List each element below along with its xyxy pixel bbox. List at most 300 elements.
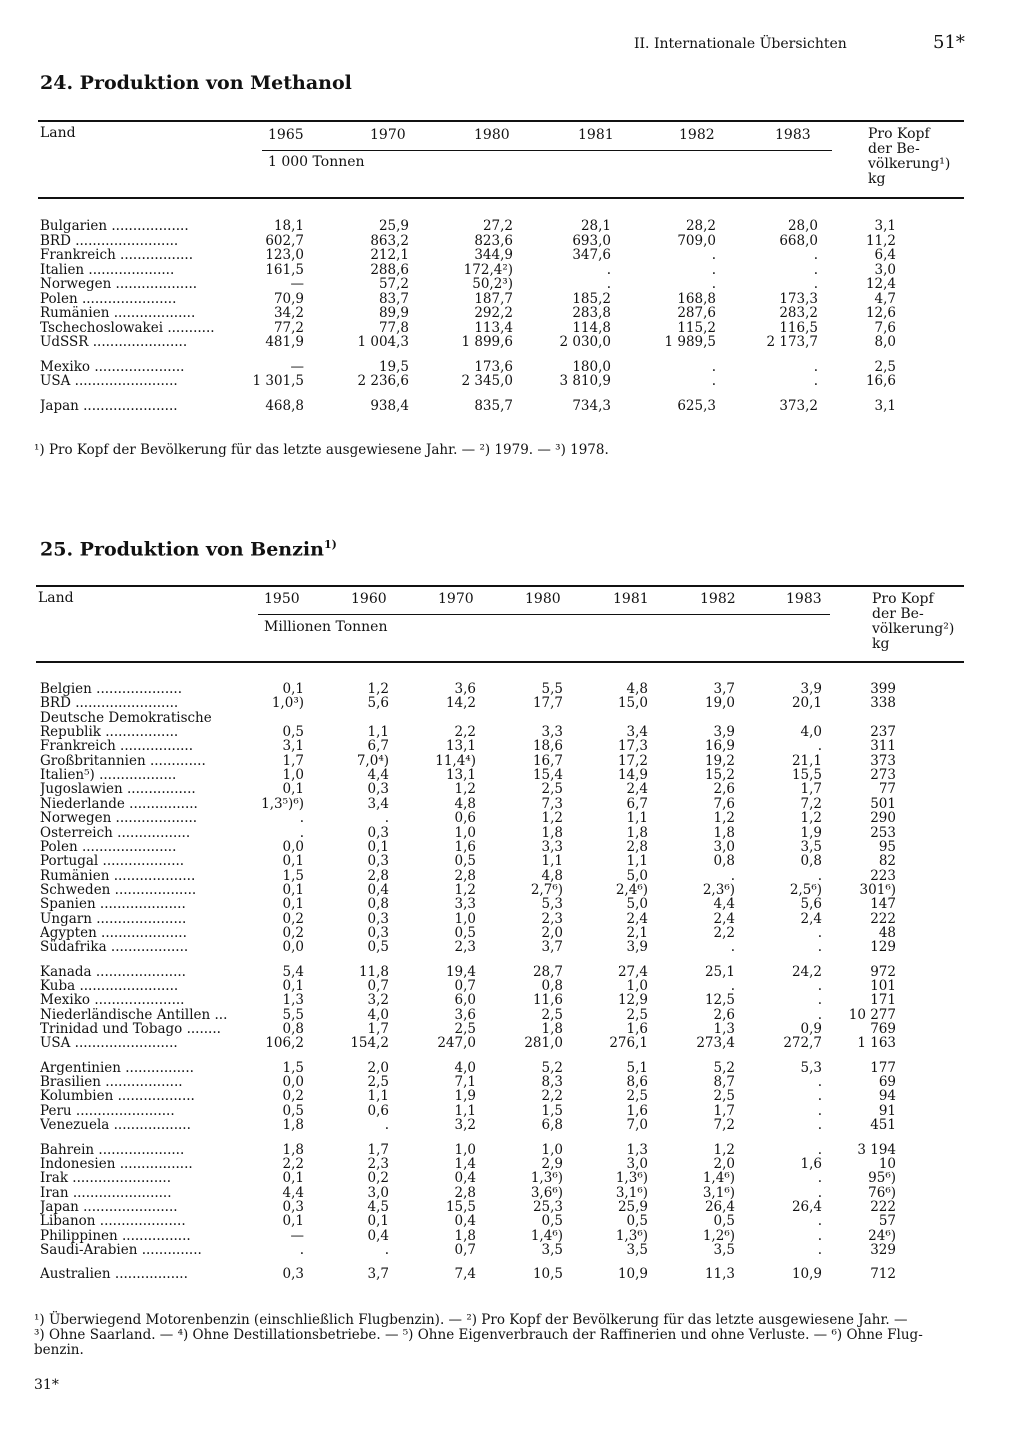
table-row [0, 1061, 1024, 1076]
table-cell: 3,4 [626, 724, 648, 741]
table-cell: 2,2 [282, 1155, 304, 1172]
country-name: Kanada ..................... [40, 964, 186, 980]
table24-header-rule [38, 197, 964, 199]
table-cell: 12,4 [865, 276, 896, 292]
table-cell: 0,4 [367, 1227, 389, 1244]
table-cell: 12,6 [865, 305, 896, 321]
table-cell: 1,8 [541, 824, 563, 841]
table-cell: 1,0 [454, 1141, 476, 1158]
table-cell: 1,7 [800, 781, 822, 798]
table-cell: 28,0 [787, 218, 818, 234]
table-cell: 373,2 [779, 397, 818, 414]
table-cell: 1 301,5 [252, 373, 304, 389]
table-row [0, 248, 1024, 263]
country-name: USA ........................ [40, 1036, 178, 1052]
table-cell: 5,0 [626, 896, 648, 913]
table-cell: 19,4 [445, 963, 476, 980]
table25-land-header: Land [38, 590, 74, 606]
table-cell: 5,5 [541, 681, 563, 697]
table-cell: 0,5 [454, 853, 476, 870]
table-cell: 1,3⁶) [615, 1227, 648, 1244]
table-row [0, 840, 1024, 855]
table-cell: 0,1 [282, 881, 304, 898]
table-cell: 16,7 [532, 752, 563, 769]
table-cell: 0,1 [282, 681, 304, 697]
table-cell: 11,8 [358, 963, 389, 980]
table25-header-rule [36, 661, 964, 663]
table-cell: 2,5 [626, 1006, 648, 1023]
table-cell: 1,8 [282, 1117, 304, 1134]
table-cell: 2 345,0 [461, 373, 513, 389]
table-cell: 173,6 [474, 358, 513, 375]
table-cell: 276,1 [609, 1035, 648, 1052]
table-cell: 101 [870, 978, 896, 994]
table-cell: 1,0 [454, 824, 476, 841]
table24-land-header: Land [40, 125, 76, 141]
table-cell: 1,8 [713, 824, 735, 841]
table-cell: 0,3 [282, 1266, 304, 1283]
table-cell: 7,4 [454, 1266, 476, 1283]
table-cell: 0,6 [454, 810, 476, 827]
table-cell: 2,0 [367, 1059, 389, 1076]
table-row [0, 768, 1024, 783]
country-name: Peru ....................... [40, 1103, 175, 1119]
table24-unit: 1 000 Tonnen [268, 154, 365, 170]
page-footer: 31* [34, 1377, 59, 1393]
table-cell: . [813, 247, 818, 263]
table-cell: 1,2 [541, 810, 563, 827]
country-name: Brasilien .................. [40, 1075, 183, 1091]
table-cell: 283,8 [572, 305, 611, 321]
table-cell: 287,6 [677, 305, 716, 321]
table-cell: 1,2 [367, 681, 389, 697]
table-cell: 338 [870, 695, 896, 712]
table-cell: 3,1 [282, 738, 304, 755]
table-cell: 2,4 [713, 910, 735, 927]
table-cell: 5,0 [626, 867, 648, 884]
year-header: 1982 [700, 591, 736, 607]
table-cell: . [817, 1184, 822, 1201]
year-header: 1983 [786, 591, 822, 607]
table-cell: 1,8 [626, 824, 648, 841]
table-cell: 223 [870, 867, 896, 884]
table-cell: . [711, 261, 716, 278]
table-cell: 222 [870, 1198, 896, 1215]
table-cell: 25,3 [532, 1198, 563, 1215]
country-name: Südafrika .................. [40, 940, 189, 956]
table-cell: 625,3 [677, 397, 716, 414]
table-cell: 4,0 [454, 1059, 476, 1076]
table-cell: 1,1 [367, 1088, 389, 1105]
table25-title [40, 538, 337, 560]
table24-unit-rule [262, 150, 832, 151]
country-name: Australien ................. [40, 1267, 188, 1283]
table-cell: 2 030,0 [559, 334, 611, 350]
table25-footnote-line1: ¹) Überwiegend Motorenbenzin (einschließlich Flugbenzin). — ²) Pro Kopf der Bevölkerung für das letzte ausgewiesene Jahr. — [34, 1312, 908, 1328]
table-cell: 25,1 [704, 963, 735, 980]
table-cell: 15,2 [704, 767, 735, 784]
table-cell: . [813, 261, 818, 278]
table-row [0, 1036, 1024, 1051]
table-cell: . [817, 1006, 822, 1023]
table-cell: 734,3 [572, 397, 611, 414]
table-cell: 329 [870, 1241, 896, 1258]
table-cell: 94 [878, 1088, 896, 1105]
table-row [0, 1214, 1024, 1229]
table-cell: 7,0 [626, 1117, 648, 1134]
country-name: Saudi-Arabien .............. [40, 1242, 202, 1258]
country-name: Polen ...................... [40, 291, 177, 307]
table25-percapita-line3: völkerung²) [872, 621, 955, 637]
table-cell: 602,7 [265, 232, 304, 249]
table-row [0, 306, 1024, 321]
table-cell: 2 173,7 [766, 334, 818, 350]
table-cell: 1,7 [367, 1141, 389, 1158]
table-cell: — [290, 1227, 304, 1244]
table-cell: 2,5 [541, 1006, 563, 1023]
table-cell: 0,5 [713, 1213, 735, 1230]
country-name: Philippinen ................ [40, 1228, 191, 1244]
table-cell: 1,9 [454, 1088, 476, 1105]
table-cell: 272,7 [783, 1035, 822, 1052]
table-cell: 1,1 [454, 1102, 476, 1119]
country-name: Kolumbien .................. [40, 1089, 195, 1105]
table-cell: 116,5 [779, 319, 818, 336]
table-cell: 938,4 [370, 397, 409, 414]
table-cell: . [606, 276, 611, 292]
table-cell: 3,6 [454, 1006, 476, 1023]
table-cell: 0,5 [626, 1213, 648, 1230]
country-name: Italien⁵) .................. [40, 768, 177, 784]
country-name: Tschechoslowakei ........... [40, 320, 215, 336]
table-cell: 1,3 [713, 1021, 735, 1038]
table-cell: 1,8 [282, 1141, 304, 1158]
table-cell: 0,9 [800, 1021, 822, 1038]
table-cell: 7,2 [800, 795, 822, 812]
table-cell: 5,6 [800, 896, 822, 913]
table-cell: 0,2 [282, 910, 304, 927]
table-cell: 1,1 [541, 853, 563, 870]
table-cell: 2,5 [541, 781, 563, 798]
table24-percapita-line2: der Be- [868, 141, 920, 157]
country-name: Bahrein .................... [40, 1142, 185, 1158]
table25-footnote-line2: ³) Ohne Saarland. — ⁴) Ohne Destillationsbetriebe. — ⁵) Ohne Eigenverbrauch der Raffinerien und ohne Verluste. — ⁶) Ohne Flug- [34, 1327, 923, 1343]
table-cell: 27,2 [482, 218, 513, 234]
table-cell: 344,9 [474, 247, 513, 263]
table-cell: 95⁶) [868, 1170, 896, 1187]
table-cell: 709,0 [677, 232, 716, 249]
table-cell: 1,0³) [271, 695, 304, 712]
table-cell: 1,5 [282, 867, 304, 884]
country-name: Mexiko ..................... [40, 359, 185, 375]
table-cell: 76⁶) [868, 1184, 896, 1201]
country-name: Frankreich ................. [40, 739, 194, 755]
country-name: Irak ....................... [40, 1171, 172, 1187]
table-cell: 399 [870, 681, 896, 697]
year-header: 1960 [351, 591, 387, 607]
table-cell: 2,3 [367, 1155, 389, 1172]
table-cell: 0,5 [541, 1213, 563, 1230]
table-row [0, 335, 1024, 350]
table-cell: . [606, 261, 611, 278]
table-cell: 1 004,3 [357, 334, 409, 350]
country-name: Jugoslawien ................ [40, 782, 196, 798]
table-cell: . [711, 373, 716, 389]
table-cell: 2,4 [626, 910, 648, 927]
table-cell: 0,7 [367, 978, 389, 994]
table-row [0, 1075, 1024, 1090]
table-cell: 0,8 [282, 1021, 304, 1038]
country-name: Großbritannien ............. [40, 753, 206, 769]
table-cell: 15,4 [532, 767, 563, 784]
table-cell: 1,3 [626, 1141, 648, 1158]
table-cell: 1,3⁵)⁶) [261, 795, 304, 812]
table-cell: 10 277 [848, 1006, 896, 1023]
table-cell: 3 194 [857, 1141, 896, 1158]
table-cell: 8,0 [874, 334, 896, 350]
table-cell: 247,0 [437, 1035, 476, 1052]
table-cell: 12,5 [704, 992, 735, 1009]
country-name: Rumänien ................... [40, 868, 196, 884]
table-cell: 25,9 [378, 218, 409, 234]
table-cell: 57,2 [378, 276, 409, 292]
table-cell: 173,3 [779, 290, 818, 307]
table-cell: 2,5⁶) [789, 881, 822, 898]
table-cell: 1,7 [367, 1021, 389, 1038]
year-header: 1980 [525, 591, 561, 607]
table-cell: 17,7 [532, 695, 563, 712]
table-cell: 0,1 [282, 896, 304, 913]
table-cell: 26,4 [791, 1198, 822, 1215]
table-cell: . [813, 276, 818, 292]
table-cell: 0,7 [454, 978, 476, 994]
table-cell: 34,2 [273, 305, 304, 321]
table-cell: 835,7 [474, 397, 513, 414]
table-row [0, 219, 1024, 234]
table-cell: 1,8 [454, 1227, 476, 1244]
table-cell: 83,7 [378, 290, 409, 307]
year-header: 1983 [775, 127, 811, 143]
table-cell: 57 [878, 1213, 896, 1230]
table-cell: . [817, 1102, 822, 1119]
table-cell: 769 [870, 1021, 896, 1038]
table-cell: 1,6 [800, 1155, 822, 1172]
table-cell: 1,0 [541, 1141, 563, 1158]
table-cell: 2,3⁶) [702, 881, 735, 898]
table-cell: 2,8 [454, 1184, 476, 1201]
table-cell: 168,8 [677, 290, 716, 307]
table-cell: 290 [870, 810, 896, 827]
table-cell: 70,9 [273, 290, 304, 307]
table-cell: 0,0 [282, 1074, 304, 1091]
table-cell: . [299, 810, 304, 827]
table-cell: 0,3 [367, 853, 389, 870]
country-name: Norwegen ................... [40, 277, 198, 292]
country-name: Indonesien ................. [40, 1156, 193, 1172]
table-cell: 222 [870, 910, 896, 927]
table-cell: 15,5 [791, 767, 822, 784]
table-cell: 2,8 [626, 838, 648, 855]
table-cell: 237 [870, 724, 896, 741]
table-cell: 3,5 [713, 1241, 735, 1258]
table-cell: 0,2 [367, 1170, 389, 1187]
table-cell: 0,3 [367, 910, 389, 927]
table-cell: 3,0 [713, 838, 735, 855]
table-cell: 3,5 [800, 838, 822, 855]
table-cell: 13,1 [445, 738, 476, 755]
country-name: Frankreich ................. [40, 248, 194, 263]
table-cell: 2,5 [454, 1021, 476, 1038]
country-name: Schweden ................... [40, 882, 197, 898]
table-row [0, 897, 1024, 912]
table-cell: 69 [878, 1074, 896, 1091]
table24-percapita-line3: völkerung¹) [868, 156, 951, 172]
table-cell: 0,5 [367, 939, 389, 956]
table-cell: 3,3 [541, 838, 563, 855]
table-cell: 3,5 [541, 1241, 563, 1258]
country-name: Iran ....................... [40, 1185, 172, 1201]
country-name: UdSSR ...................... [40, 335, 188, 350]
table-cell: . [817, 1227, 822, 1244]
table-cell: 1,7 [713, 1102, 735, 1119]
table-cell: 3,1 [874, 397, 896, 414]
table-cell: . [817, 992, 822, 1009]
table-cell: 24,2 [791, 963, 822, 980]
table24-title: 24. Produktion von Methanol [40, 72, 352, 94]
table-cell: 172,4²) [463, 261, 513, 278]
table-cell: 501 [870, 795, 896, 812]
table-cell: 13,1 [445, 767, 476, 784]
table-cell: 1,1 [626, 810, 648, 827]
table-cell: 3,6 [454, 681, 476, 697]
table-cell: 1,1 [367, 724, 389, 741]
table-cell: 6,0 [454, 992, 476, 1009]
table-cell: 2,6 [713, 1006, 735, 1023]
country-name: USA ........................ [40, 374, 178, 389]
table-cell: 5,2 [541, 1059, 563, 1076]
table24-percapita-line1: Pro Kopf [868, 126, 930, 142]
table-cell: 1 163 [857, 1035, 896, 1052]
table-cell: 0,1 [367, 838, 389, 855]
table-row [0, 1118, 1024, 1133]
table-cell: 17,3 [617, 738, 648, 755]
table-cell: 0,2 [282, 1088, 304, 1105]
table25-footnotes [34, 1313, 923, 1358]
table-cell: 1 989,5 [664, 334, 716, 350]
table-cell: 2,6 [713, 781, 735, 798]
table-cell: 3,2 [367, 992, 389, 1009]
table-cell: 28,1 [580, 218, 611, 234]
table-row [0, 811, 1024, 826]
table-cell: 1,0 [454, 910, 476, 927]
country-name: Argentinien ................ [40, 1060, 194, 1076]
table-cell: 0,2 [282, 924, 304, 941]
table-cell: 0,4 [454, 1213, 476, 1230]
table-cell: . [711, 247, 716, 263]
country-name: Trinidad und Tobago ........ [40, 1022, 221, 1038]
table-cell: 11,4⁴) [435, 752, 476, 769]
country-name: Polen ...................... [40, 839, 177, 855]
table-cell: 0,3 [367, 824, 389, 841]
table-cell: 10,9 [791, 1266, 822, 1283]
table-cell: 212,1 [370, 247, 409, 263]
table-cell: . [299, 824, 304, 841]
table-cell: 28,2 [685, 218, 716, 234]
table-cell: 4,8 [454, 795, 476, 812]
table-cell: 451 [870, 1117, 896, 1134]
table-cell: 0,5 [282, 724, 304, 741]
table-cell: 5,5 [282, 1006, 304, 1023]
table-cell: 5,3 [800, 1059, 822, 1076]
table-cell: 373 [870, 752, 896, 769]
table25-title-text: 25. Produktion von Benzin [40, 538, 324, 561]
table-cell: 113,4 [474, 319, 513, 336]
table-cell: 6,4 [874, 247, 896, 263]
table-cell: 823,6 [474, 232, 513, 249]
table-cell: 18,1 [273, 218, 304, 234]
year-header: 1965 [268, 127, 304, 143]
country-name: Belgien .................... [40, 682, 182, 697]
year-header: 1980 [474, 127, 510, 143]
table25-footnote-line3: benzin. [34, 1342, 84, 1358]
table-cell: 273,4 [696, 1035, 735, 1052]
table-cell: 1 899,6 [461, 334, 513, 350]
table-cell: 3,3 [454, 896, 476, 913]
table-cell: 177 [870, 1059, 896, 1076]
table-cell: 668,0 [779, 232, 818, 249]
table-cell: 1,2 [454, 881, 476, 898]
table-cell: 27,4 [617, 963, 648, 980]
table-cell: 5,4 [282, 963, 304, 980]
table-cell: 48 [878, 924, 896, 941]
table-cell: 1,0 [626, 978, 648, 994]
table-cell: 106,2 [265, 1035, 304, 1052]
country-name: Niederländische Antillen ... [40, 1007, 228, 1023]
table-cell: 8,7 [713, 1074, 735, 1091]
table24-top-rule [38, 120, 964, 122]
table-cell: 19,0 [704, 695, 735, 712]
table-cell: 3,3 [541, 724, 563, 741]
table-row [0, 1171, 1024, 1186]
table-cell: 0,3 [367, 924, 389, 941]
table-cell: 114,8 [572, 319, 611, 336]
table-cell: 468,8 [265, 397, 304, 414]
table-cell: 95 [878, 838, 896, 855]
table-cell: . [817, 924, 822, 941]
year-header: 1970 [438, 591, 474, 607]
table-cell: 6,7 [626, 795, 648, 812]
table-cell: 3,0 [626, 1155, 648, 1172]
table-cell: 1,3⁶) [530, 1170, 563, 1187]
country-name: Bulgarien .................. [40, 219, 189, 234]
table-cell: — [290, 276, 304, 292]
year-header: 1982 [679, 127, 715, 143]
table-cell: 0,1 [282, 978, 304, 994]
table-cell: 4,0 [367, 1006, 389, 1023]
table-cell: . [817, 1170, 822, 1187]
table-cell: 10 [878, 1155, 896, 1172]
table-cell: 3,7 [541, 939, 563, 956]
table-cell: 77,2 [273, 319, 304, 336]
table-cell: 273 [870, 767, 896, 784]
table-cell: 1,9 [800, 824, 822, 841]
table-cell: 8,3 [541, 1074, 563, 1091]
table-cell: 1,2 [800, 810, 822, 827]
table-cell: 77,8 [378, 319, 409, 336]
table-cell: 3,0 [874, 261, 896, 278]
table-cell: 0,7 [454, 1241, 476, 1258]
table-cell: . [817, 1117, 822, 1134]
